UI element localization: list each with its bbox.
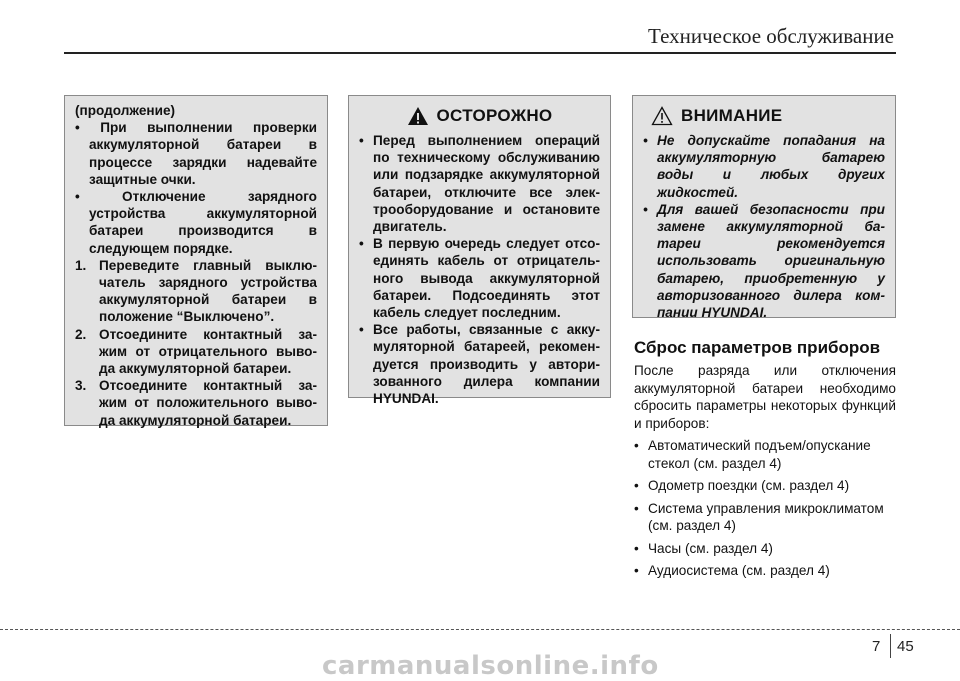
text-line: чатель зарядного устройства [99, 275, 317, 291]
text-line: единять кабель от отрицатель- [373, 253, 600, 269]
text-line: батареи производится в [89, 223, 317, 239]
numbered-step [75, 326, 317, 378]
list-item: • Аудиосистема (см. раздел 4) [634, 562, 896, 580]
text-line: батареи, отключите все элек- [373, 184, 600, 200]
caution-box [348, 95, 611, 407]
text-line: • При выполнении проверки [75, 120, 317, 136]
text-line: • Для вашей безопасности при [657, 201, 885, 217]
text-line: да аккумуляторной батареи. [99, 412, 292, 428]
text-line: пании HYUNDAI. [657, 305, 768, 321]
step-number: 1. [75, 257, 87, 273]
text-line: аккумуляторной батареи в [89, 137, 317, 153]
chapter-number: 7 [872, 638, 881, 655]
numbered-step [75, 377, 317, 429]
text-line: жим от отрицательного выво- [99, 343, 317, 359]
section-list [634, 437, 896, 580]
list-item [75, 188, 317, 257]
section-title: Сброс параметров приборов [634, 338, 881, 357]
list-item [359, 132, 600, 235]
text-line: • Все работы, связанные с акку- [373, 322, 600, 338]
continued-heading: (продолжение) [75, 103, 176, 118]
text-line: авторизованного дилера ком- [657, 287, 885, 303]
text-line: Отсоедините контактный за- [99, 326, 317, 342]
text-line: процессе зарядки надевайте [89, 154, 317, 170]
step-number: 3. [75, 378, 87, 394]
text-line: жим от положительного выво- [99, 395, 317, 411]
text-line: использовать оригинальную [657, 253, 885, 269]
text-line: • В первую очередь следует отсо- [373, 236, 600, 252]
text-line: кабель следует последним. [373, 305, 561, 321]
caution-header [359, 106, 600, 126]
page-header-title: Техническое обслуживание [648, 24, 894, 48]
warning-outline-icon [651, 106, 673, 126]
list-item [643, 132, 885, 201]
list-item [359, 235, 600, 321]
text-line: • Перед выполнением операций [373, 133, 600, 148]
text-line: батарею, приобретенную у [657, 270, 885, 286]
text-line: устройства аккумуляторной [89, 206, 317, 222]
continued-warning-box [64, 95, 328, 426]
notice-bullets [643, 132, 885, 321]
text-line: двигатель. [373, 219, 447, 235]
list-item: • Система управления микроклиматом (см. раздел 4) [634, 500, 896, 535]
text-line: воды и любых других [657, 167, 885, 183]
list-item [359, 321, 600, 407]
notice-heading: ВНИМАНИЕ [681, 106, 783, 126]
section-body [634, 362, 896, 580]
list-item [75, 119, 317, 188]
continued-steps [75, 257, 317, 429]
text-line: муляторной батареей, рекомен- [373, 339, 600, 355]
caution-bullets [359, 132, 600, 407]
text-line: тареи рекомендуется [657, 236, 885, 252]
continued-bullets [75, 119, 317, 257]
notice-box [632, 95, 896, 321]
text-line: замене аккумуляторной ба- [657, 219, 885, 235]
warning-icon [407, 106, 429, 126]
text-line: по техническому обслуживанию [373, 150, 600, 166]
footer-divider [0, 629, 960, 630]
list-item [643, 201, 885, 321]
text-line: батареи. Подсоединять этот [373, 287, 600, 303]
text-line: жидкостей. [657, 184, 739, 200]
text-line: ного вывода аккумуляторной [373, 270, 600, 286]
numbered-step [75, 257, 317, 326]
text-line: да аккумуляторной батареи. [99, 361, 292, 377]
text-line: следующем порядке. [89, 240, 233, 256]
text-line: HYUNDAI. [373, 391, 439, 407]
text-line: Переведите главный выклю- [99, 257, 317, 273]
text-line: защитные очки. [89, 171, 196, 187]
list-item: • Автоматический подъем/опускание стекол (см. раздел 4) [634, 437, 896, 472]
section-intro: После разряда или отключения аккумуляторной батареи необходимо сбросить параметры некоторых функций и приборов: [634, 363, 896, 431]
watermark-text: carmanualsonline.info [322, 651, 659, 681]
text-line: • Отключение зарядного [75, 189, 317, 205]
text-line: или подзарядке аккумуляторной [373, 167, 600, 183]
text-line: дуется производить у автори- [373, 356, 600, 372]
caution-heading: ОСТОРОЖНО [436, 106, 553, 126]
header-divider [64, 52, 896, 54]
text-line: аккумуляторной батареи в [99, 292, 317, 308]
notice-header [643, 106, 885, 126]
text-line: Отсоедините контактный за- [99, 378, 317, 394]
text-line: зованного дилера компании [373, 373, 600, 389]
text-line: трооборудование и остановите [373, 201, 600, 217]
text-line: • Не допускайте попадания на [657, 133, 885, 148]
list-item: • Часы (см. раздел 4) [634, 540, 896, 558]
page-number-separator [890, 634, 891, 658]
step-number: 2. [75, 326, 87, 342]
text-line: положение “Выключено”. [99, 309, 275, 325]
list-item: • Одометр поездки (см. раздел 4) [634, 477, 896, 495]
text-line: аккумуляторную батарею [657, 150, 885, 166]
page-number: 45 [897, 638, 914, 655]
